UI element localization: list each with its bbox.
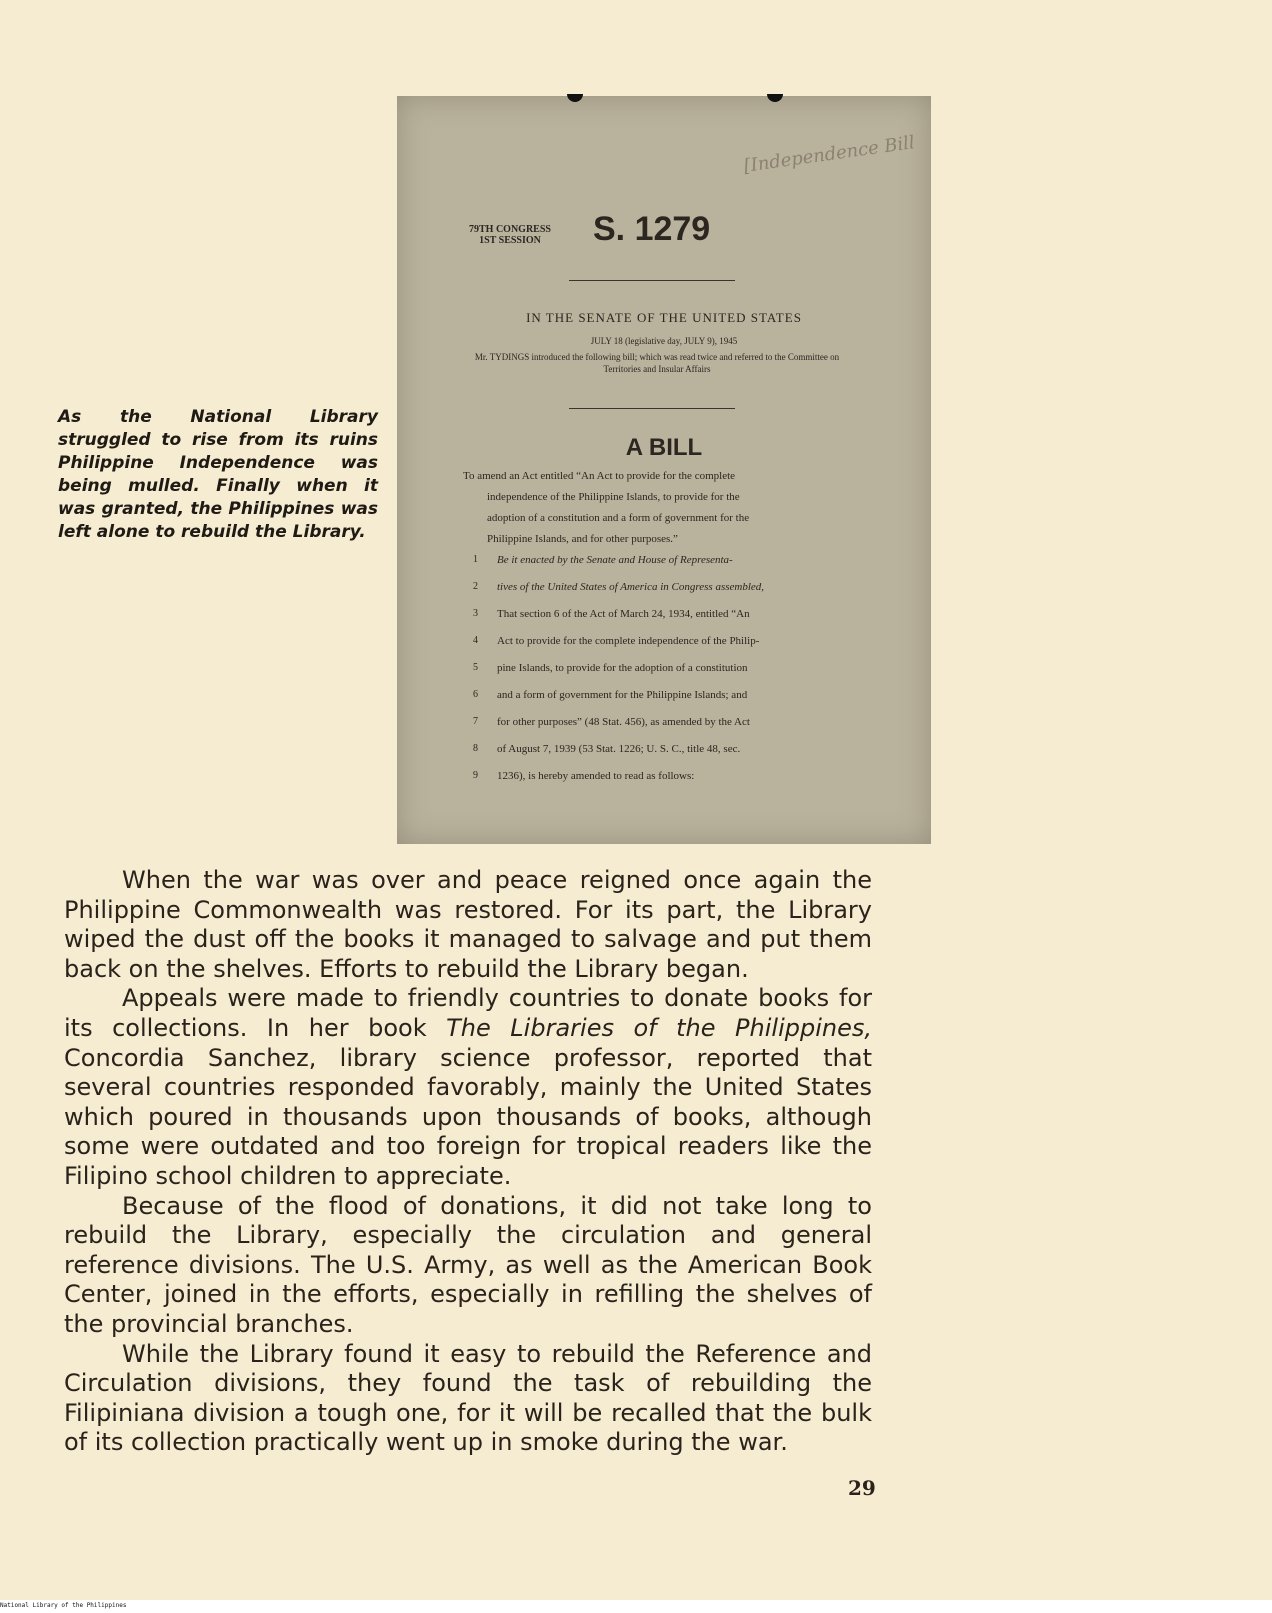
line-number: 7 (473, 716, 478, 727)
paragraph: While the Library found it easy to rebuild the Reference and Circulation divisions, they found the task of rebuilding the Filipiniana division a tough one, for it will be recalled that the bulk of its collection practically went up in smoke during the war. (64, 1339, 872, 1457)
line-text: tives of the United States of America in Congress assembled, (497, 580, 765, 593)
line-text: Act to provide for the complete independence of the Philip- (497, 634, 760, 647)
line-text: 1236), is hereby amended to read as follows: (497, 769, 695, 782)
line-text: for other purposes” (48 Stat. 456), as amended by the Act (497, 715, 750, 728)
paragraph: Because of the flood of donations, it did not take long to rebuild the Library, especially the circulation and general reference divisions. The U.S. Army, as well as the American Book Center, joined in the efforts, especially in refilling the shelves of the provincial branches. (64, 1191, 872, 1338)
line-text: That section 6 of the Act of March 24, 1934, entitled “An (497, 607, 750, 620)
binder-clip (767, 94, 783, 102)
bill-title-line: independence of the Philippine Islands, to provide for the (487, 491, 740, 503)
line-text: of August 7, 1939 (53 Stat. 1226; U. S. C., title 48, sec. (497, 742, 741, 755)
bill-intro: Mr. TYDINGS introduced the following bill; which was read twice and referred to the Committee on Territories and Insular Affairs (474, 352, 840, 374)
senate-heading: IN THE SENATE OF THE UNITED STATES (526, 310, 802, 325)
scan-footer: National Library of the Philippines (0, 1600, 1272, 1613)
line-number: 5 (473, 662, 478, 673)
congress-label: 79TH CONGRESS (469, 224, 551, 235)
line-number: 2 (473, 581, 478, 592)
body-text (64, 866, 872, 1458)
divider (569, 280, 735, 281)
line-number: 1 (473, 554, 478, 565)
senate-bill-photo (397, 96, 931, 844)
line-number: 4 (473, 635, 478, 646)
bill-line (473, 762, 863, 789)
paragraph: When the war was over and peace reigned once again the Philippine Commonwealth was restored. For its part, the Library wiped the dust off the books it managed to salvage and put them back on the shelves. Efforts to rebuild the Library began. (64, 866, 872, 983)
bill-line (473, 573, 863, 600)
line-number: 8 (473, 743, 478, 754)
bill-line (473, 681, 863, 708)
line-text: pine Islands, to provide for the adoption of a constitution (497, 661, 748, 674)
bill-title-line: adoption of a constitution and a form of government for the (487, 512, 750, 524)
line-text: and a form of government for the Philippine Islands; and (497, 688, 748, 701)
binder-clip (567, 94, 583, 102)
bill-date: JULY 18 (legislative day, JULY 9), 1945 (590, 336, 738, 346)
line-number: 3 (473, 608, 478, 619)
page-number: 29 (848, 1476, 876, 1500)
congress-session (469, 224, 551, 246)
bill-line (473, 546, 863, 573)
book-title: The Libraries of the Philippines, (446, 1013, 872, 1042)
bill-line (473, 600, 863, 627)
bill-line (473, 627, 863, 654)
bill-number: S. 1279 (593, 210, 711, 248)
bill-title-line: Philippine Islands, and for other purposes.” (487, 533, 678, 545)
bill-line (473, 735, 863, 762)
session-label: 1ST SESSION (479, 235, 541, 246)
bill-heading: A BILL (625, 434, 703, 461)
bill-line (473, 654, 863, 681)
paragraph: Appeals were made to friendly countries to donate books for its collections. In her book The Libraries of the Philippines, Concordia Sanchez, library science professor, reported that several countries responded favorably, mainly the United States which poured in thousands upon thousands of books, although some were outdated and too foreign for tropical readers like the Filipino school children to appreciate. (64, 984, 872, 1190)
line-number: 9 (473, 770, 478, 781)
divider (569, 408, 735, 409)
bill-line (473, 708, 863, 735)
line-text: Be it enacted by the Senate and House of Representa- (497, 553, 733, 566)
bill-title-line: To amend an Act entitled “An Act to provide for the complete (463, 470, 736, 482)
photo-caption: As the National Library struggled to rise from its ruins Philippine Independence was being mulled. Finally when it was granted, the Philippines was left alone to rebuild the Library. (58, 407, 378, 542)
bill-text-lines (473, 546, 863, 789)
handwritten-note: [Independence Bill (742, 132, 917, 177)
line-number: 6 (473, 689, 478, 700)
bill-title (463, 466, 843, 550)
